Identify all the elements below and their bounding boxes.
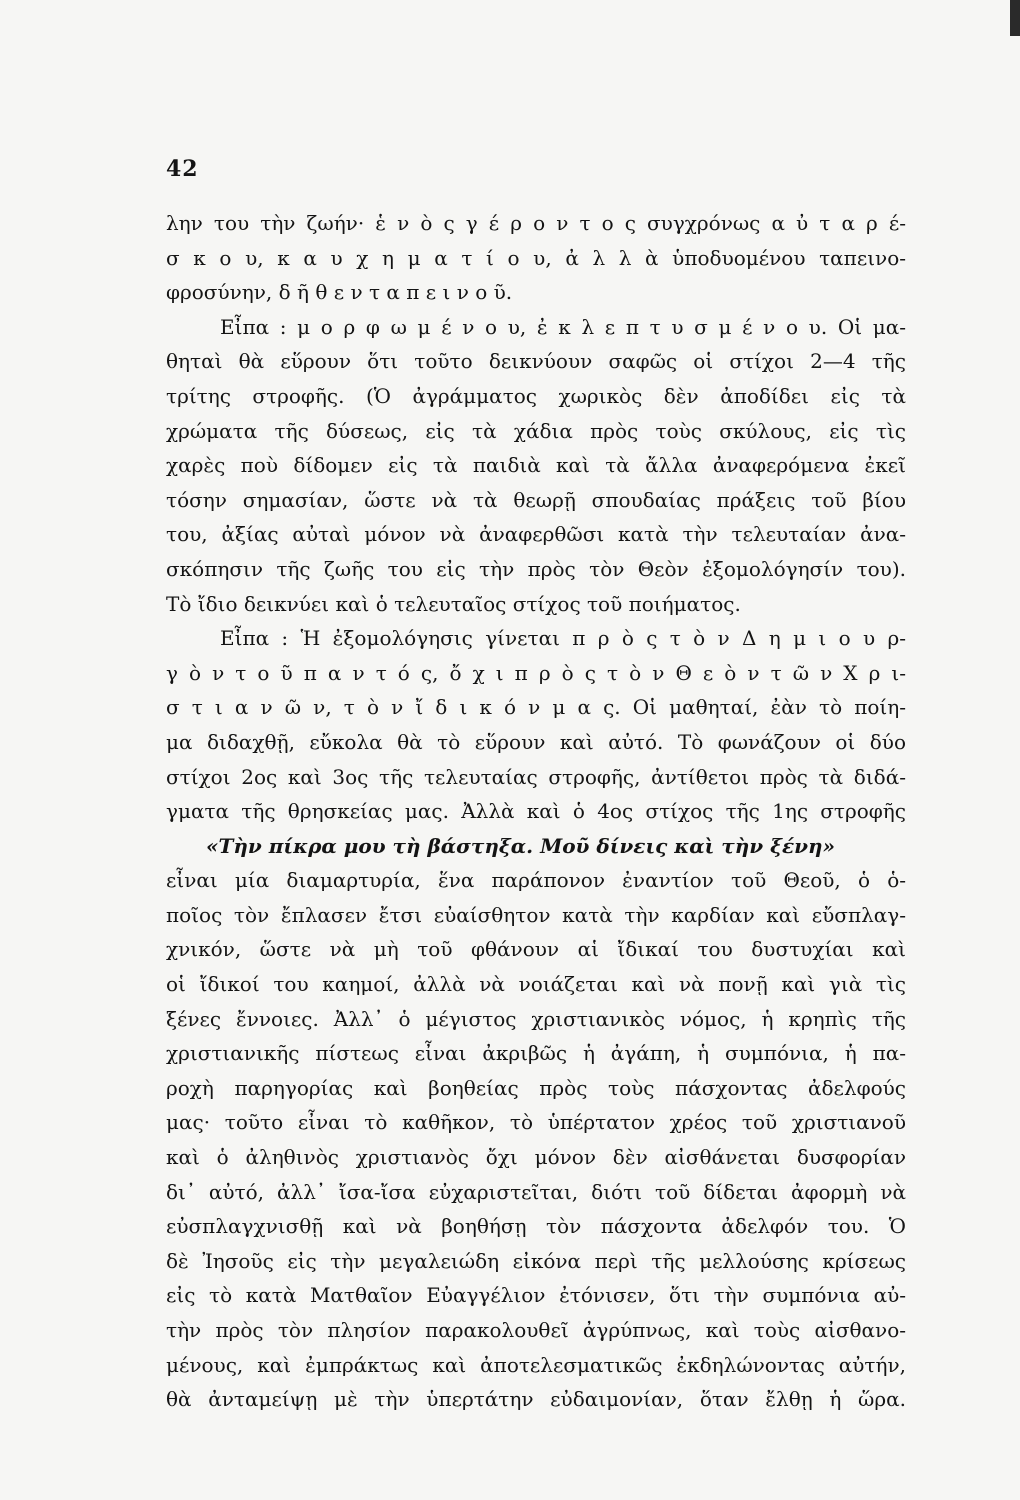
text-line: μας· τοῦτο εἶναι τὸ καθῆκον, τὸ ὑπέρτατον χρέος τοῦ χριστιανοῦ [166,1110,906,1135]
text-line: γ ὸ ν τ ο ῦ π α ν τ ό ς, ὄ χ ι π ρ ὸ ς τ ὸ ν Θ ε ὸ ν τ ῶ ν Χ ρ ι- [166,660,906,685]
text-line: Τὸ ἴδιο δεικνύει καὶ ὁ τελευταῖος στίχος τοῦ ποιήματος. [166,591,741,616]
quoted-verse: «Τὴν πίκρα μου τὴ βάστηξα. Μοῦ δίνεις καὶ τὴν ξένη» [206,833,836,858]
text-line: ποῖος τὸν ἔπλασεν ἔτσι εὐαίσθητον κατὰ τὴν καρδίαν καὶ εὔσπλαγ- [166,902,906,927]
text-line: του, ἀξίας αὐταὶ μόνον νὰ ἀναφερθῶσι κατὰ τὴν τελευταίαν ἀνα- [166,522,906,547]
text-line: χνικόν, ὥστε νὰ μὴ τοῦ φθάνουν αἱ ἴδικαί του δυστυχίαι καὶ [166,937,906,962]
text-line: θὰ ἀνταμείψῃ μὲ τὴν ὑπερτάτην εὐδαιμονίαν, ὅταν ἔλθῃ ἡ ὥρα. [166,1387,906,1412]
text-line: μένους, καὶ ἐμπράκτως καὶ ἀποτελεσματικῶς ἐκδηλώνοντας αὐτήν, [166,1352,906,1377]
text-line: ροχὴ παρηγορίας καὶ βοηθείας πρὸς τοὺς πάσχοντας ἀδελφούς [166,1075,906,1100]
page-edge-mark [1010,0,1020,36]
text-line: θηταὶ θὰ εὕρουν ὅτι τοῦτο δεικνύουν σαφῶς οἱ στίχοι 2—4 τῆς [166,349,906,374]
text-line: στίχοι 2ος καὶ 3ος τῆς τελευταίας στροφῆς, ἀντίθετοι πρὸς τὰ διδά- [166,764,906,789]
body-text [166,206,906,1417]
text-line: μα διδαχθῇ, εὔκολα θὰ τὸ εὕρουν καὶ αὐτό. Τὸ φωνάζουν οἱ δύο [166,729,906,754]
text-line: χαρὲς ποὺ δίδομεν εἰς τὰ παιδιὰ καὶ τὰ ἄλλα ἀναφερόμενα ἐκεῖ [166,453,906,478]
text-line: γματα τῆς θρησκείας μας. Ἀλλὰ καὶ ὁ 4ος στίχος τῆς 1ης στροφῆς [166,799,906,824]
text-line: εἰς τὸ κατὰ Ματθαῖον Εὐαγγέλιον ἐτόνισεν, ὅτι τὴν συμπόνια αὐ- [166,1283,906,1308]
text-line: εἶναι μία διαμαρτυρία, ἕνα παράπονον ἐναντίον τοῦ Θεοῦ, ὁ ὁ- [166,868,906,893]
text-line: Εἶπα : μ ο ρ φ ω μ έ ν ο υ, ἐ κ λ ε π τ υ σ μ έ ν ο υ. Οἱ μα- [220,314,906,339]
text-line: τὴν πρὸς τὸν πλησίον παρακολουθεῖ ἀγρύπνως, καὶ τοὺς αἰσθανο- [166,1318,906,1342]
text-line: Εἶπα : Ἡ ἐξομολόγησις γίνεται π ρ ὸ ς τ ὸ ν Δ η μ ι ο υ ρ- [220,626,906,651]
text-line: χρώματα τῆς δύσεως, εἰς τὰ χάδια πρὸς τοὺς σκύλους, εἰς τὶς [166,418,906,443]
text-line: σ τ ι α ν ῶ ν, τ ὸ ν ἴ δ ι κ ό ν μ α ς. Οἱ μαθηταί, ἐὰν τὸ ποίη- [166,695,906,720]
text-line: φροσύνην, δ ῆ θ ε ν τ α π ε ι ν ο ῦ. [166,280,513,305]
text-line: καὶ ὁ ἀληθινὸς χριστιανὸς ὄχι μόνον δὲν αἰσθάνεται δυσφορίαν [166,1145,906,1170]
text-line: χριστιανικῆς πίστεως εἶναι ἀκριβῶς ἡ ἀγάπη, ἡ συμπόνια, ἡ πα- [166,1041,906,1066]
text-line: ξένες ἔννοιες. Ἀλλ᾿ ὁ μέγιστος χριστιανικὸς νόμος, ἡ κρηπὶς τῆς [166,1006,906,1031]
text-line: σκόπησιν τῆς ζωῆς του εἰς τὴν πρὸς τὸν Θεὸν ἐξομολόγησίν του). [166,556,906,581]
text-line: εὐσπλαγχνισθῇ καὶ νὰ βοηθήσῃ τὸν πάσχοντα ἀδελφόν του. Ὁ [166,1214,906,1239]
text-line: τόσην σημασίαν, ὥστε νὰ τὰ θεωρῇ σπουδαίας πράξεις τοῦ βίου [166,487,906,512]
text-line: δὲ Ἰησοῦς εἰς τὴν μεγαλειώδη εἰκόνα περὶ τῆς μελλούσης κρίσεως [166,1248,906,1273]
text-line: δι᾿ αὐτό, ἀλλ᾿ ἴσα-ἴσα εὐχαριστεῖται, διότι τοῦ δίδεται ἀφορμὴ νὰ [166,1179,906,1204]
text-line: σ κ ο υ, κ α υ χ η μ α τ ί ο υ, ἀ λ λ ὰ ὑποδυομένου ταπεινο- [166,245,906,270]
text-line: τρίτης στροφῆς. (Ὁ ἀγράμματος χωρικὸς δὲν ἀποδίδει εἰς τὰ [166,383,906,408]
text-line: οἱ ἴδικοί του καημοί, ἀλλὰ νὰ νοιάζεται καὶ νὰ πονῇ καὶ γιὰ τὶς [166,972,906,997]
text-line: λην του τὴν ζωήν· ἑ ν ὸ ς γ έ ρ ο ν τ ο ς συγχρόνως α ὐ τ α ρ έ- [166,211,906,235]
page-number: 42 [166,156,199,182]
